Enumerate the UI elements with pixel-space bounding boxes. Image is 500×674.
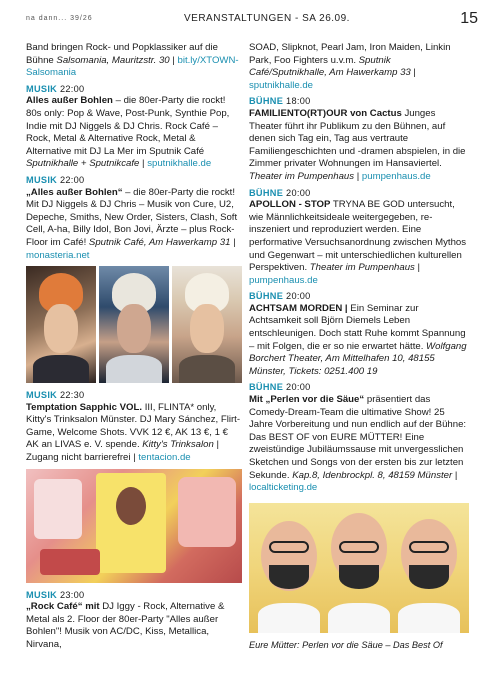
separator: | xyxy=(417,262,421,274)
category-label: BÜHNE xyxy=(249,291,284,302)
event-link[interactable]: bit.ly/XTOWN-Salsomania xyxy=(26,54,239,79)
separator: | xyxy=(142,158,145,170)
event-title: „Rock Café“ xyxy=(26,601,83,613)
list-item xyxy=(249,42,469,92)
face-shape xyxy=(117,304,151,353)
event-text: – die 80er-Party die rockt! Mit DJ Niggels & DJ Chris – Musik von Cure, U2, Depeche, Smiths, New Order, Sisters, Clash, Soft Cell, A-ha, Billy Idol, Bon Jovi, Ärzte – plus Rock-Floor im Café! xyxy=(26,186,238,248)
event-link[interactable]: pumpenhaus.de xyxy=(361,170,431,182)
event-title: FAMILIENTO(RT)OUR von Cactus xyxy=(249,107,402,119)
event-category xyxy=(26,589,242,602)
event-text: Ein Seminar zur Achtsamkeit soll Björn Diemels Leben entschleunigen. Doch statt Ruhe kommt Spannung – mit Folgen, die er so nie erwartet hätte. xyxy=(249,302,466,352)
list-item xyxy=(26,389,242,465)
event-text: III, FLINTA* only, Kitty's Trinksalon Münster. DJ Mary Sánchez, Flirt-Game, Welcome Shots. VVK 12 €, AK 13 €, 1 € AK an LIVAS e. V. spende. xyxy=(26,401,241,451)
section-title: VERANSTALTUNGEN - SA 26.09. xyxy=(184,13,350,24)
event-location: Sputnik Café/Sputnikhalle, Am Hawerkamp 33 xyxy=(249,54,411,79)
page-number: 15 xyxy=(460,10,478,27)
separator: | xyxy=(413,67,416,79)
photo-collage xyxy=(26,469,242,583)
separator: | xyxy=(356,170,360,182)
separator: | xyxy=(172,54,175,66)
list-item xyxy=(249,187,469,288)
event-text: Junges Theater führt ihr Publikum zu den Bühnen, auf denen sich Tag ein, Tag aus vertraute Familiengeschichten und -dramen abspielen, in die Zimmer privater Wohnungen im Hansaviertel. xyxy=(249,107,466,170)
event-location: Kap.8, Idenbrockpl. 8, 48159 Münster xyxy=(292,469,453,481)
collage-shape xyxy=(34,479,82,539)
event-text: TRYNA BE GOD untersucht, wie Männlichkeitsideale weitergegeben, re-inszeniert und reproduziert werden. Eine performative Versuchsanordnung zwischen Mythos und Gegenwart – mit unterschiedlichen kulturellen Perspektiven. xyxy=(249,199,467,274)
event-title: Mit „Perlen vor xyxy=(249,394,318,406)
event-link[interactable]: tentacion.de xyxy=(138,452,191,464)
photo-portrait xyxy=(99,266,169,383)
photo-portrait xyxy=(172,266,242,383)
separator: | xyxy=(233,236,236,248)
event-title: APOLLON - STOP xyxy=(249,199,331,211)
category-label: BÜHNE xyxy=(249,382,284,393)
event-time: 20:00 xyxy=(286,291,311,302)
issue-label: na dann... 39/26 xyxy=(26,15,93,22)
event-time: 20:00 xyxy=(286,382,311,393)
shirt-shape xyxy=(258,603,320,633)
list-item xyxy=(26,174,242,262)
separator: | xyxy=(454,469,458,481)
event-location: Wolfgang Borchert Theater, Am Mittelhafen 10, 48155 Münster, Tickets: 0251.400 19 xyxy=(249,340,467,377)
event-title: Temptation Sapphic VOL. xyxy=(26,401,143,413)
event-time: 18:00 xyxy=(286,96,311,107)
event-time: 22:00 xyxy=(59,174,85,185)
category-label: BÜHNE xyxy=(249,187,284,198)
event-time: 23:00 xyxy=(59,589,85,600)
event-extra: | Zugang nicht barrierefrei | xyxy=(26,439,219,464)
collage-shape xyxy=(116,487,146,525)
event-title: ACHTSAM MORDEN | xyxy=(249,302,348,314)
event-location: Theater im Pumpenhaus xyxy=(309,262,415,274)
beard-shape xyxy=(409,565,449,589)
event-category xyxy=(26,389,242,402)
event-title: Alles außer Bohlen xyxy=(26,95,113,107)
list-item xyxy=(26,589,242,652)
event-location: Sputnik Café, Am Hawerkamp 31 xyxy=(88,236,231,248)
category-label: MUSIK xyxy=(26,83,58,94)
event-time: 22:00 xyxy=(59,83,85,94)
category-label: MUSIK xyxy=(26,174,58,185)
photo-caption: Eure Mütter: Perlen vor die Säue – Das Best Of xyxy=(249,639,443,650)
event-location: Sputnikhalle + Sputnikcafe xyxy=(26,158,140,170)
shirt-shape xyxy=(33,355,89,383)
event-time: 22:30 xyxy=(59,390,85,401)
glasses-shape xyxy=(269,541,309,553)
list-item xyxy=(249,95,469,183)
event-time: 20:00 xyxy=(286,187,311,198)
glasses-shape xyxy=(339,541,379,553)
shirt-shape xyxy=(398,603,460,633)
collage-shape xyxy=(40,549,100,575)
event-text: – die 80er-Party die rockt! 80s only: Pop & Wave, Post-Punk, Synthie Pop, Indie mit DJ Niggels & DJ Chris. Rock Café – Rock, Metal & Alternative Rock, Metal & Alternative mit DJ La Mer im Sputnik Café xyxy=(26,95,230,157)
event-category xyxy=(249,290,469,303)
list-item xyxy=(249,290,469,378)
event-location: Salsomania, Mauritzstr. 30 xyxy=(56,54,170,66)
right-column xyxy=(249,42,469,651)
collage-shape xyxy=(178,477,236,547)
beard-shape xyxy=(269,565,309,589)
event-link[interactable]: sputnikhalle.de xyxy=(249,79,314,91)
event-text: SOAD, Slipknot, Pearl Jam, Iron Maiden, Linkin Park, Foo Fighters u.v.m. xyxy=(249,42,451,66)
event-title: „Alles außer Bohlen“ xyxy=(26,186,123,198)
event-location: Kitty's Trinksalon xyxy=(142,439,214,451)
left-column xyxy=(26,42,242,655)
list-item xyxy=(26,83,242,171)
event-link[interactable]: sputnikhalle.de xyxy=(147,158,212,170)
category-label: MUSIK xyxy=(26,589,58,600)
page-header xyxy=(26,10,478,28)
category-label: MUSIK xyxy=(26,390,58,401)
event-text: DJ Iggy - Rock, Alternative & Metal als 2. Floor der 80er-Party "Alles außer Bohlen"! Musik von AC/DC, Kiss, Metallica, Nirvana, xyxy=(26,601,225,651)
face-shape xyxy=(44,304,78,353)
event-text: präsentiert das Comedy-Dream-Team die ultimative Show! 25 Jahre Vorbereitung und nun endlich auf der Bühne: Das BEST OF von EURE MÜTTER! Eine zweistündige Jubiläumssause mit unvergesslichen Sketchen und Songs von der ersten bis zur letzten Sekunde. xyxy=(249,394,467,481)
event-category xyxy=(26,174,242,187)
photo-portrait xyxy=(26,266,96,383)
list-item xyxy=(26,42,242,80)
photo-comedy-trio xyxy=(249,503,469,633)
shirt-shape xyxy=(179,355,235,383)
event-category xyxy=(26,83,242,96)
category-label: BÜHNE xyxy=(249,96,284,107)
event-category xyxy=(249,381,469,394)
event-title-tail: die Säue“ xyxy=(319,394,365,406)
photo-80s-artists xyxy=(26,266,242,383)
event-category xyxy=(249,187,469,200)
event-link[interactable]: localticketing.de xyxy=(249,482,318,494)
shirt-shape xyxy=(328,603,390,633)
event-text: Band bringen Rock- und Popklassiker auf die Bühne xyxy=(26,42,218,66)
shirt-shape xyxy=(106,355,162,383)
face-shape xyxy=(190,304,224,353)
event-title-tail: mit xyxy=(85,601,100,613)
event-link[interactable]: pumpenhaus.de xyxy=(249,274,318,286)
event-link[interactable]: monasteria.net xyxy=(26,249,90,261)
event-location: Theater im Pumpenhaus xyxy=(249,170,355,182)
list-item xyxy=(249,381,469,494)
glasses-shape xyxy=(409,541,449,553)
beard-shape xyxy=(339,565,379,589)
event-category xyxy=(249,95,469,108)
